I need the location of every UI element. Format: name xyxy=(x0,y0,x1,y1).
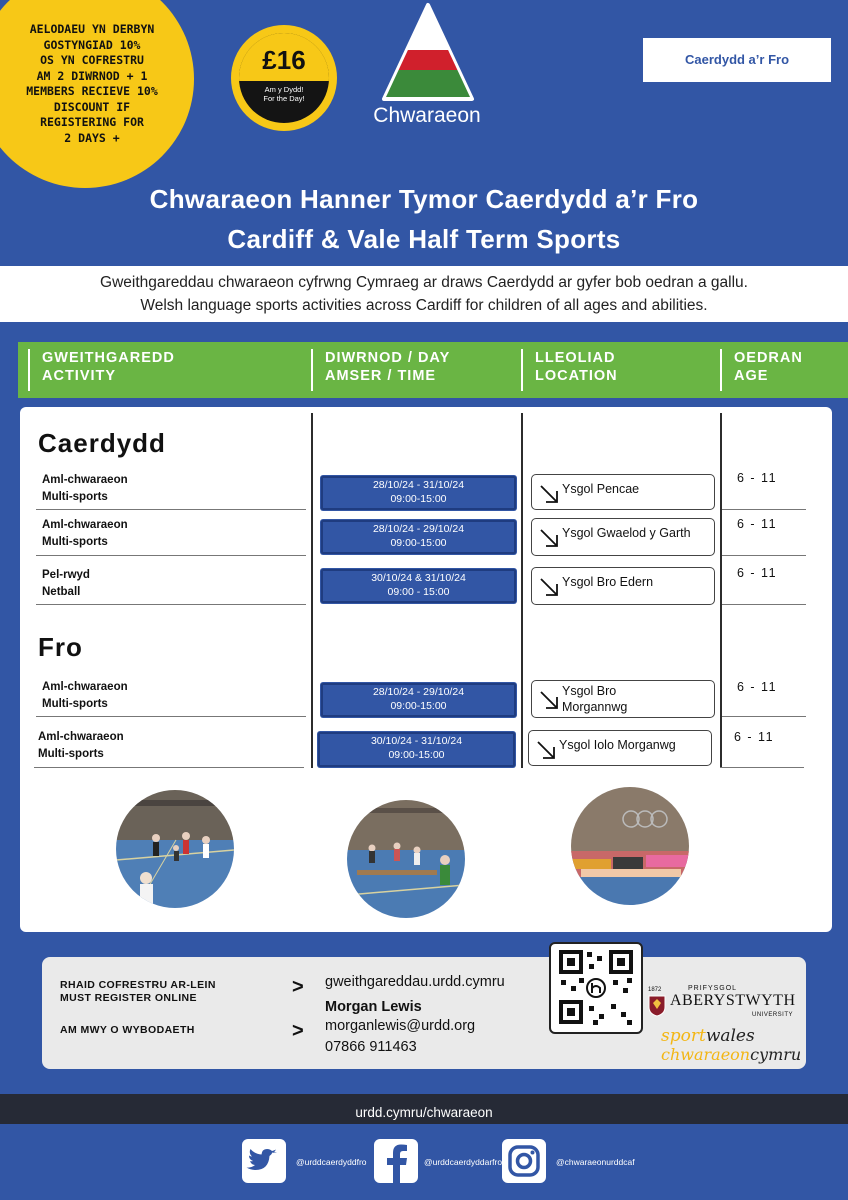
activity-photo xyxy=(116,790,234,908)
row-divider xyxy=(722,604,806,605)
intro xyxy=(0,266,848,322)
date-range: 30/10/24 & 31/10/24 xyxy=(371,572,466,584)
activity-welsh: Aml-chwaraeon xyxy=(42,681,128,693)
time-range: 09:00-15:00 xyxy=(388,749,445,761)
sport-wales-logo xyxy=(661,1027,755,1045)
twitter-icon[interactable] xyxy=(241,1138,287,1184)
contact-email[interactable]: morganlewis@urdd.org xyxy=(325,1018,476,1034)
chwaraeon-word: chwaraeon xyxy=(661,1045,751,1064)
location-box xyxy=(531,567,715,605)
location-name: Ysgol Bro xyxy=(562,684,617,698)
location-box xyxy=(528,730,712,766)
arrow-down-right-icon xyxy=(538,527,560,549)
price-amount: £16 xyxy=(239,33,329,81)
row-divider xyxy=(36,716,306,717)
activity-english: Multi-sports xyxy=(42,491,108,503)
facebook-handle[interactable]: @urddcaerdyddarfro xyxy=(424,1157,503,1167)
date-range: 28/10/24 - 29/10/24 xyxy=(372,686,465,698)
activity-cell xyxy=(42,517,128,551)
activity-cell xyxy=(38,729,124,763)
activity-english: Netball xyxy=(42,586,81,598)
badge-line: 2 DAYS + xyxy=(64,130,120,145)
price-subtitle xyxy=(239,85,329,103)
activity-welsh: Pel-rwyd xyxy=(42,569,90,581)
activity-welsh: Aml-chwaraeon xyxy=(42,474,128,486)
section-title-caerdydd: Caerdydd xyxy=(38,428,166,458)
date-box xyxy=(321,476,516,510)
qr-code[interactable] xyxy=(549,942,643,1034)
header-label: ACTIVITY xyxy=(42,368,117,384)
price-line-cy: Am y Dydd! xyxy=(264,85,304,94)
location-name: Ysgol Gwaelod y Garth xyxy=(562,526,691,540)
discount-badge xyxy=(0,0,194,188)
header-label: DIWRNOD / DAY xyxy=(325,350,451,366)
activity-photo xyxy=(347,800,465,918)
badge-line: REGISTERING FOR xyxy=(40,115,144,129)
header-label: OEDRAN xyxy=(734,350,803,366)
date-box xyxy=(318,732,515,767)
header-label: LOCATION xyxy=(535,368,618,384)
time-range: 09:00-15:00 xyxy=(390,537,447,549)
aberystwyth-crest-icon xyxy=(648,995,666,1017)
age-range: 6 - 11 xyxy=(737,471,778,485)
arrow-down-right-icon xyxy=(535,739,557,761)
arrow-down-right-icon xyxy=(538,689,560,711)
wales-word: wales xyxy=(705,1026,755,1046)
column-divider xyxy=(720,413,722,768)
age-range: 6 - 11 xyxy=(737,517,778,531)
title-welsh: Chwaraeon Hanner Tymor Caerdydd a’r Fro xyxy=(149,184,699,214)
qr-code-icon xyxy=(553,946,639,1030)
badge-line: AM 2 DIWRNOD + 1 xyxy=(36,68,148,83)
price-line-en: For the Day! xyxy=(263,94,305,103)
instagram-icon[interactable] xyxy=(501,1138,547,1184)
location-name-line2: Morgannwg xyxy=(562,700,628,714)
badge-line: GOSTYNGIAD 10% xyxy=(43,37,141,52)
aber-name: ABERYSTWYTH xyxy=(670,992,796,1009)
section-title-fro: Fro xyxy=(38,632,83,662)
register-label xyxy=(60,979,216,1005)
cymru-word: cymru xyxy=(750,1045,802,1064)
badge-line: DISCOUNT IF xyxy=(53,99,131,114)
age-range: 6 - 11 xyxy=(737,566,778,580)
date-range: 30/10/24 - 31/10/24 xyxy=(370,735,463,747)
badge-line: MEMBERS RECIEVE 10% xyxy=(26,84,158,98)
chevron-right-icon: > xyxy=(292,976,304,998)
date-box xyxy=(321,520,516,554)
aber-year: 1872 xyxy=(648,987,662,993)
register-url[interactable]: gweithgareddau.urdd.cymru xyxy=(325,974,505,990)
date-box xyxy=(321,569,516,603)
badge-line: OS YN COFRESTRU xyxy=(40,53,144,67)
column-divider xyxy=(311,413,313,768)
location-name: Ysgol Pencae xyxy=(562,482,640,496)
chwaraeon-logo-icon xyxy=(381,2,475,102)
contact-name: Morgan Lewis xyxy=(325,999,422,1015)
location-name: Ysgol Bro Edern xyxy=(562,575,654,589)
chwaraeon-cymru-logo xyxy=(661,1046,801,1064)
footer-url[interactable]: urdd.cymru/chwaraeon xyxy=(0,1094,848,1124)
header-label: AGE xyxy=(734,368,769,384)
age-range: 6 - 11 xyxy=(737,680,778,694)
badge-line: AELODAEU YN DERBYN xyxy=(29,22,155,36)
aber-sub: UNIVERSITY xyxy=(752,1012,794,1018)
date-box xyxy=(321,683,516,717)
more-info-label: AM MWY O WYBODAETH xyxy=(60,1024,195,1036)
intro-welsh: Gweithgareddau chwaraeon cyfrwng Cymraeg ar draws Caerdydd ar gyfer bob oedran a gallu. xyxy=(100,274,748,291)
contact-phone: 07866 911463 xyxy=(325,1039,417,1055)
aber-top: PRIFYSGOL xyxy=(688,985,738,992)
row-divider xyxy=(34,767,304,768)
row-divider xyxy=(722,716,806,717)
location-name: Ysgol Iolo Morganwg xyxy=(559,738,676,752)
header-label: LLEOLIAD xyxy=(535,350,616,366)
activity-english: Multi-sports xyxy=(42,698,108,710)
row-divider xyxy=(722,509,806,510)
arrow-down-right-icon xyxy=(538,483,560,505)
activity-cell xyxy=(42,567,90,601)
row-divider xyxy=(720,767,804,768)
activity-photo xyxy=(571,787,689,905)
region-label: Caerdydd a’r Fro xyxy=(643,38,831,82)
activity-welsh: Aml-chwaraeon xyxy=(38,731,124,743)
header-location xyxy=(521,349,711,391)
row-divider xyxy=(722,555,806,556)
activity-welsh: Aml-chwaraeon xyxy=(42,519,128,531)
chevron-right-icon: > xyxy=(292,1020,304,1042)
title-english: Cardiff & Vale Half Term Sports xyxy=(227,224,621,254)
header-label: GWEITHGAREDD xyxy=(42,350,175,366)
activity-english: Multi-sports xyxy=(42,536,108,548)
location-box xyxy=(531,680,715,718)
age-range: 6 - 11 xyxy=(734,730,775,744)
time-range: 09:00-15:00 xyxy=(390,700,447,712)
row-divider xyxy=(36,555,306,556)
activity-cell xyxy=(42,472,128,506)
header-day-time xyxy=(311,349,511,391)
intro-english: Welsh language sports activities across Cardiff for children of all ages and abilities. xyxy=(140,297,708,314)
location-box xyxy=(531,474,715,510)
row-divider xyxy=(36,604,306,605)
facebook-icon[interactable] xyxy=(373,1138,419,1184)
header-age xyxy=(720,349,830,391)
logo-text: Chwaraeon xyxy=(373,104,481,127)
header-label: AMSER / TIME xyxy=(325,368,437,384)
twitter-handle[interactable]: @urddcaerdyddfro xyxy=(296,1157,367,1167)
activity-english: Multi-sports xyxy=(38,748,104,760)
instagram-handle[interactable]: @chwaraeonurddcaf xyxy=(556,1157,635,1167)
time-range: 09:00 - 15:00 xyxy=(387,586,450,598)
sport-word: sport xyxy=(661,1026,706,1046)
location-box xyxy=(531,518,715,556)
time-range: 09:00-15:00 xyxy=(390,493,447,505)
date-range: 28/10/24 - 31/10/24 xyxy=(372,479,465,491)
register-label-welsh: RHAID COFRESTRU AR-LEIN xyxy=(60,979,216,991)
register-label-english: MUST REGISTER ONLINE xyxy=(60,992,197,1004)
arrow-down-right-icon xyxy=(538,576,560,598)
header-activity xyxy=(28,349,298,391)
price-badge xyxy=(231,25,337,131)
activity-cell xyxy=(42,679,128,713)
date-range: 28/10/24 - 29/10/24 xyxy=(372,523,465,535)
row-divider xyxy=(36,509,306,510)
column-divider xyxy=(521,413,523,768)
